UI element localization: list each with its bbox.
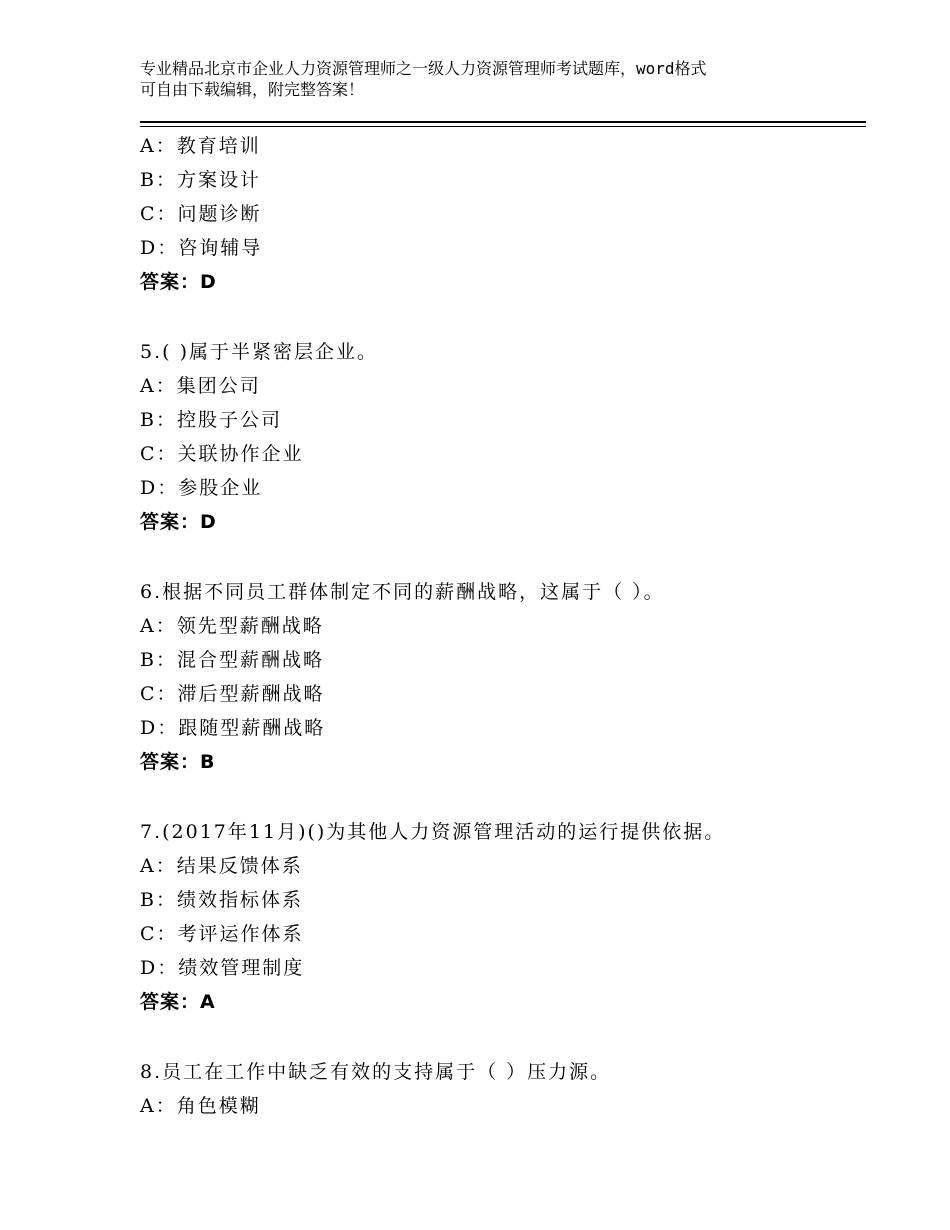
option-d: D：绩效管理制度 <box>140 957 305 979</box>
option-c: C：考评运作体系 <box>140 923 304 945</box>
question-text: 6.根据不同员工群体制定不同的薪酬战略，这属于（ ）。 <box>140 581 665 603</box>
answer: 答案：B <box>140 751 216 773</box>
header-line-1: 专业精品北京市企业人力资源管理师之一级人力资源管理师考试题库，word格式 <box>140 59 707 78</box>
question-8 <box>140 1055 866 1123</box>
header-rule-thin <box>140 126 866 127</box>
option-a: A：角色模糊 <box>140 1095 261 1117</box>
option-b: B：绩效指标体系 <box>140 889 303 911</box>
question-4 <box>140 129 866 299</box>
option-c: C：问题诊断 <box>140 203 262 225</box>
option-b: B：方案设计 <box>140 169 261 191</box>
option-b: B：控股子公司 <box>140 409 282 431</box>
document-header <box>140 58 840 100</box>
option-d: D：参股企业 <box>140 477 263 499</box>
option-d: D：咨询辅导 <box>140 237 263 259</box>
option-a: A：集团公司 <box>140 375 261 397</box>
option-d: D：跟随型薪酬战略 <box>140 717 326 739</box>
option-a: A：教育培训 <box>140 135 261 157</box>
question-6 <box>140 575 866 779</box>
answer: 答案：D <box>140 271 217 293</box>
question-text: 8.员工在工作中缺乏有效的支持属于（ ）压力源。 <box>140 1061 612 1083</box>
question-text: 7.(2017年11月)()为其他人力资源管理活动的运行提供依据。 <box>140 821 726 843</box>
option-b: B：混合型薪酬战略 <box>140 649 324 671</box>
question-7 <box>140 815 866 1019</box>
answer: 答案：A <box>140 991 216 1013</box>
question-5 <box>140 335 866 539</box>
question-text: 5.( )属于半紧密层企业。 <box>140 341 378 363</box>
option-a: A：结果反馈体系 <box>140 855 303 877</box>
option-c: C：滞后型薪酬战略 <box>140 683 325 705</box>
header-line-2: 可自由下载编辑，附完整答案！ <box>140 80 365 99</box>
option-c: C：关联协作企业 <box>140 443 304 465</box>
option-a: A：领先型薪酬战略 <box>140 615 324 637</box>
header-rule-thick <box>140 121 866 123</box>
answer: 答案：D <box>140 511 217 533</box>
question-list <box>140 129 866 1123</box>
